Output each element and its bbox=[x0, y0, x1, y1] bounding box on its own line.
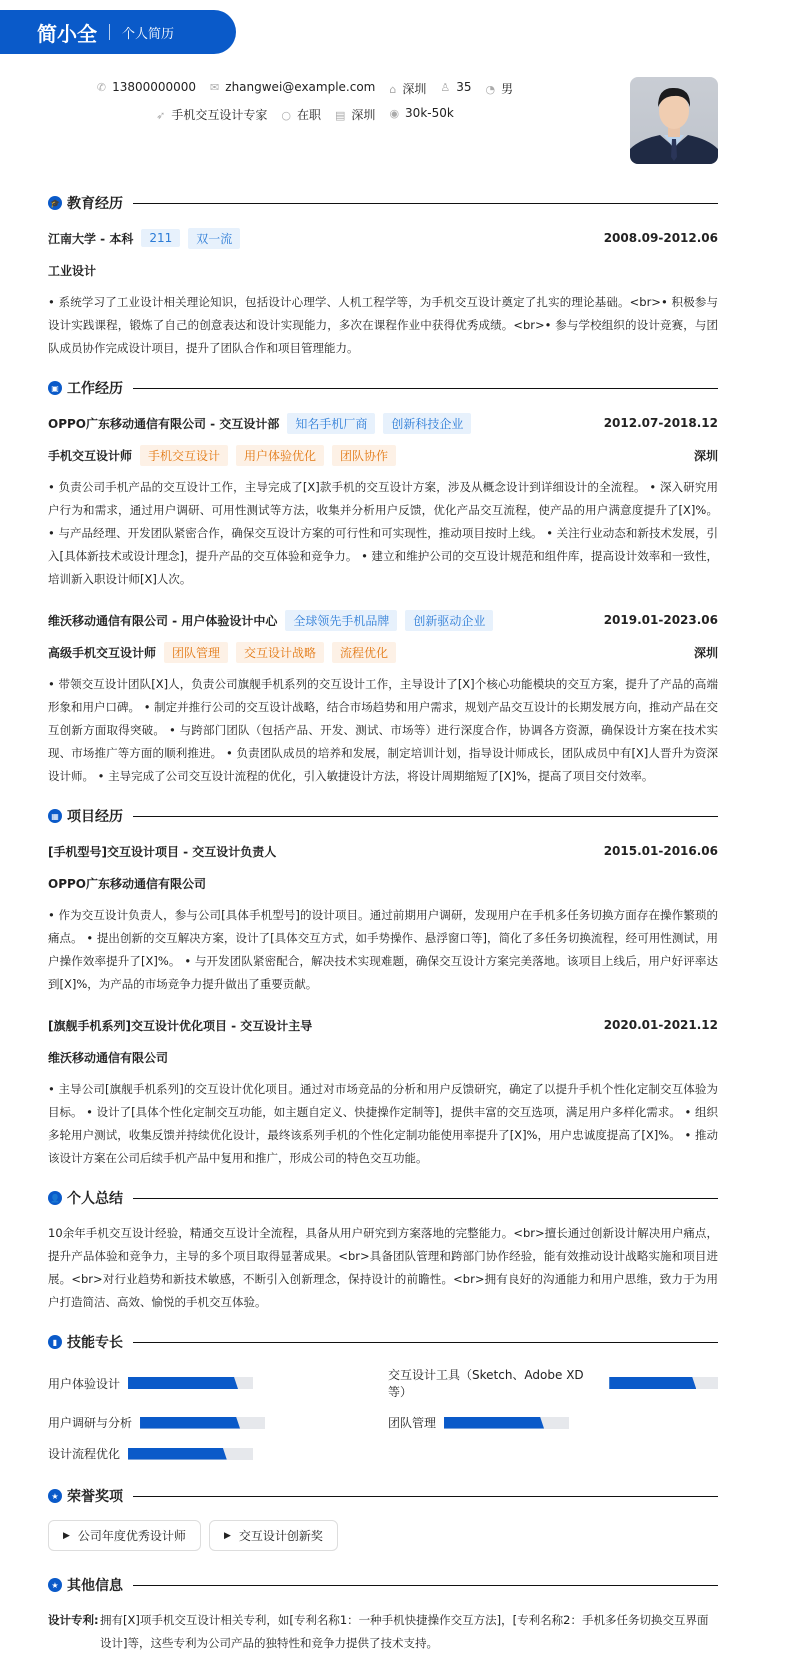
phone-icon: ✆ bbox=[96, 81, 107, 94]
info-age: ♙ 35 bbox=[440, 80, 472, 94]
skill-bar bbox=[128, 1448, 253, 1460]
salary-icon: ◉ bbox=[389, 107, 400, 120]
user-icon: 👤 bbox=[48, 1191, 62, 1205]
company-tag: 创新驱动企业 bbox=[405, 610, 493, 631]
contact-row bbox=[0, 80, 610, 97]
project-desc: • 作为交互设计负责人，参与公司[具体手机型号]的设计项目。通过前期用户调研，发现用户在手机多任务切换方面存在操作繁琐的痛点。 • 提出创新的交互解决方案，设计了[具体交互方式，如手势操作、悬浮窗口等]，简化了多任务切换流程，经可用性测试，用户操作效率提升了[X]%。 • 与开发团队紧密配合，解决技术实现难题，确保交互设计方案完美落地。该项目上线后，用户好评率达到[X]%，为产品的市场竞争力提升做出了重要贡献。 bbox=[48, 908, 718, 991]
skill-fill bbox=[444, 1417, 544, 1429]
other-value: 拥有[X]项手机交互设计相关专利，如[专利名称1：一种手机快捷操作交互方法]，[专利名称2：手机多任务切换交互界面设计]等，这些专利为公司产品的独特性和竞争力提供了技术支持。 bbox=[100, 1613, 709, 1650]
info-salary: ◉ 30k-50k bbox=[389, 106, 454, 120]
section-header-skills: ▮ 技能专长 bbox=[48, 1332, 718, 1352]
company-name: 维沃移动通信有限公司 - 用户体验设计中心 bbox=[48, 613, 278, 628]
awards-list bbox=[48, 1520, 718, 1551]
work-date: 2019.01-2023.06 bbox=[603, 613, 718, 627]
project-date: 2015.01-2016.06 bbox=[603, 844, 718, 858]
company-tag: 全球领先手机品牌 bbox=[285, 610, 397, 631]
major: 工业设计 bbox=[48, 263, 97, 278]
role-tag: 团队协作 bbox=[332, 445, 396, 466]
project-date: 2020.01-2021.12 bbox=[603, 1018, 718, 1032]
work-city: 深圳 bbox=[693, 448, 718, 463]
skill-bar bbox=[128, 1377, 253, 1389]
education-desc: • 系统学习了工业设计相关理论知识，包括设计心理学、人机工程学等，为手机交互设计奠定了扎实的理论基础。<br>• 积极参与设计实践课程，锻炼了自己的创意表达和设计实现能力，多次在课程作业中获得优秀成绩。<br>• 参与学校组织的设计竞赛，与团队成员协作完成设计项目，提升了团队合作和项目管理能力。 bbox=[48, 295, 718, 355]
briefcase-icon: ▣ bbox=[48, 381, 62, 395]
other-key: 设计专利: bbox=[48, 1613, 99, 1627]
company-tag: 知名手机厂商 bbox=[287, 413, 375, 434]
medal-icon: ★ bbox=[48, 1489, 62, 1503]
work-city: 深圳 bbox=[693, 645, 718, 660]
avatar bbox=[630, 77, 718, 164]
role-tag: 用户体验优化 bbox=[236, 445, 324, 466]
skill-fill bbox=[140, 1417, 240, 1429]
resume-subtitle: 个人简历 bbox=[122, 26, 175, 42]
education-date: 2008.09-2012.06 bbox=[603, 231, 718, 245]
info-position: ➶ 手机交互设计专家 bbox=[156, 108, 268, 122]
mail-icon: ✉ bbox=[210, 81, 220, 94]
resume-name: 简小全 bbox=[37, 21, 97, 46]
role-tag: 流程优化 bbox=[332, 642, 396, 663]
send-icon: ➶ bbox=[156, 109, 166, 122]
skill-bar bbox=[444, 1417, 569, 1429]
project-company: 维沃移动通信有限公司 bbox=[48, 1050, 169, 1065]
skill-item: 用户体验设计 bbox=[48, 1366, 388, 1400]
skill-bar bbox=[609, 1377, 718, 1389]
age-icon: ♙ bbox=[440, 81, 451, 94]
project-item bbox=[48, 840, 718, 996]
company-tag: 创新科技企业 bbox=[383, 413, 471, 434]
skills-grid bbox=[48, 1366, 718, 1462]
skill-item: 设计流程优化 bbox=[48, 1445, 388, 1462]
info-email: ✉ zhangwei@example.com bbox=[210, 80, 376, 94]
section-header-education: 🎓 教育经历 bbox=[48, 193, 718, 213]
job-intent-row bbox=[0, 106, 610, 123]
skill-fill bbox=[128, 1448, 227, 1460]
project-title: [手机型号]交互设计项目 - 交互设计负责人 bbox=[48, 844, 277, 859]
skill-item: 交互设计工具（Sketch、Adobe XD等） bbox=[388, 1366, 718, 1400]
section-header-awards: ★ 荣誉奖项 bbox=[48, 1486, 718, 1506]
work-item bbox=[48, 412, 718, 591]
grid-icon: ▦ bbox=[48, 809, 62, 823]
project-desc: • 主导公司[旗舰手机系列]的交互设计优化项目。通过对市场竞品的分析和用户反馈研究，确定了以提升手机个性化定制交互体验为目标。 • 设计了[具体个性化定制交互功能，如主题自定义、快捷操作定制等]，提供丰富的交互选项，满足用户多样化需求。 • 组织多轮用户测试，收集反馈并持续优化设计，最终该系列手机的个性化定制功能使用率提升了[X]%，用户忠诚度提高了[X]%。 • 推动该设计方案在公司后续手机产品中复用和推广，形成公司的特色交互功能。 bbox=[48, 1082, 718, 1165]
info-gender: ◔ 男 bbox=[485, 82, 514, 96]
school-name: 江南大学 - 本科 bbox=[48, 231, 134, 246]
section-header-summary: 👤 个人总结 bbox=[48, 1188, 718, 1208]
company-name: OPPO广东移动通信有限公司 - 交互设计部 bbox=[48, 416, 280, 431]
skill-bar bbox=[140, 1417, 265, 1429]
info-status: ○ 在职 bbox=[281, 108, 322, 122]
role-tag: 手机交互设计 bbox=[140, 445, 228, 466]
school-tag: 双一流 bbox=[188, 228, 240, 249]
play-triangle-icon: ▶ bbox=[63, 1530, 70, 1541]
project-company: OPPO广东移动通信有限公司 bbox=[48, 876, 206, 891]
home-icon: ⌂ bbox=[389, 83, 397, 96]
role-tag: 交互设计战略 bbox=[236, 642, 324, 663]
school-tag: 211 bbox=[141, 229, 180, 247]
info-icon: ★ bbox=[48, 1578, 62, 1592]
work-item bbox=[48, 609, 718, 788]
summary-text: 10余年手机交互设计经验，精通交互设计全流程，具备从用户研究到方案落地的完整能力。<br>擅长通过创新设计解决用户痛点，提升产品体验和竞争力，主导的多个项目取得显著成果。<br>具备团队管理和跨部门协作经验，能有效推动设计战略实施和项目进展。<br>对行业趋势和新技术敏感，不断引入创新理念，保持设计的前瞻性。<br>拥有良好的沟通能力和用户思维，致力于为用户打造简洁、高效、愉悦的手机交互体验。 bbox=[48, 1226, 718, 1309]
skill-item: 团队管理 bbox=[388, 1414, 718, 1431]
info-city: ⌂ 深圳 bbox=[389, 82, 427, 96]
section-header-work: ▣ 工作经历 bbox=[48, 378, 718, 398]
divider bbox=[109, 24, 110, 40]
gender-icon: ◔ bbox=[485, 83, 496, 96]
job-role: 手机交互设计师 bbox=[48, 448, 133, 463]
bar-chart-icon: ▮ bbox=[48, 1335, 62, 1349]
play-triangle-icon: ▶ bbox=[223, 1530, 231, 1541]
section-header-other: ★ 其他信息 bbox=[48, 1575, 718, 1595]
skill-item: 用户调研与分析 bbox=[48, 1414, 388, 1431]
work-date: 2012.07-2018.12 bbox=[603, 416, 718, 430]
info-phone: ✆ 13800000000 bbox=[96, 80, 197, 94]
section-header-projects: ▦ 项目经历 bbox=[48, 806, 718, 826]
award-item: ▶ 交互设计创新奖 bbox=[209, 1520, 338, 1551]
job-role: 高级手机交互设计师 bbox=[48, 645, 157, 660]
skill-fill bbox=[128, 1377, 238, 1389]
role-tag: 团队管理 bbox=[164, 642, 228, 663]
resume-body bbox=[48, 193, 718, 1655]
graduation-cap-icon: 🎓 bbox=[48, 196, 62, 210]
header-banner bbox=[0, 10, 236, 54]
info-work-city: ▤ 深圳 bbox=[335, 108, 376, 122]
building-icon: ▤ bbox=[335, 109, 346, 122]
work-desc: • 负责公司手机产品的交互设计工作，主导完成了[X]款手机的交互设计方案，涉及从概念设计到详细设计的全流程。 • 深入研究用户行为和需求，通过用户调研、可用性测试等方法，收集并分析用户反馈，优化产品交互流程，使产品的用户满意度提升了[X]%。 • 与产品经理、开发团队紧密合作，确保交互设计方案的可行性和可实现性，推动项目按时上线。 • 关注行业动态和新技术发展，引入[具体新技术或设计理念]，提升产品的交互体验和竞争力。 • 建立和维护公司的交互设计规范和组件库，提高设计效率和一致性，培训新入职设计师[X]人次。 bbox=[48, 480, 718, 586]
project-title: [旗舰手机系列]交互设计优化项目 - 交互设计主导 bbox=[48, 1018, 313, 1033]
award-item: ▶ 公司年度优秀设计师 bbox=[48, 1520, 201, 1551]
project-item bbox=[48, 1014, 718, 1170]
education-row bbox=[48, 227, 718, 249]
work-desc: • 带领交互设计团队[X]人，负责公司旗舰手机系列的交互设计工作，主导设计了[X]个核心功能模块的交互方案，提升了产品的高端形象和用户口碑。 • 制定并推行公司的交互设计战略，结合市场趋势和用户需求，规划产品交互设计的长期发展方向，推动产品在交互创新方面取得突破。 • 与跨部门团队（包括产品、开发、测试、市场等）进行深度合作，协调各方资源，确保设计方案在技术实现、市场推广等方面的顺利推进。 • 负责团队成员的培养和发展，制定培训计划，指导设计师成长，团队成员中有[X]人晋升为资深设计师。 • 主导完成了公司交互设计流程的优化，引入敏捷设计方法，将设计周期缩短了[X]%，提高了项目交付效率。 bbox=[48, 677, 718, 783]
other-item bbox=[48, 1609, 718, 1655]
status-icon: ○ bbox=[281, 109, 291, 122]
skill-fill bbox=[609, 1377, 696, 1389]
